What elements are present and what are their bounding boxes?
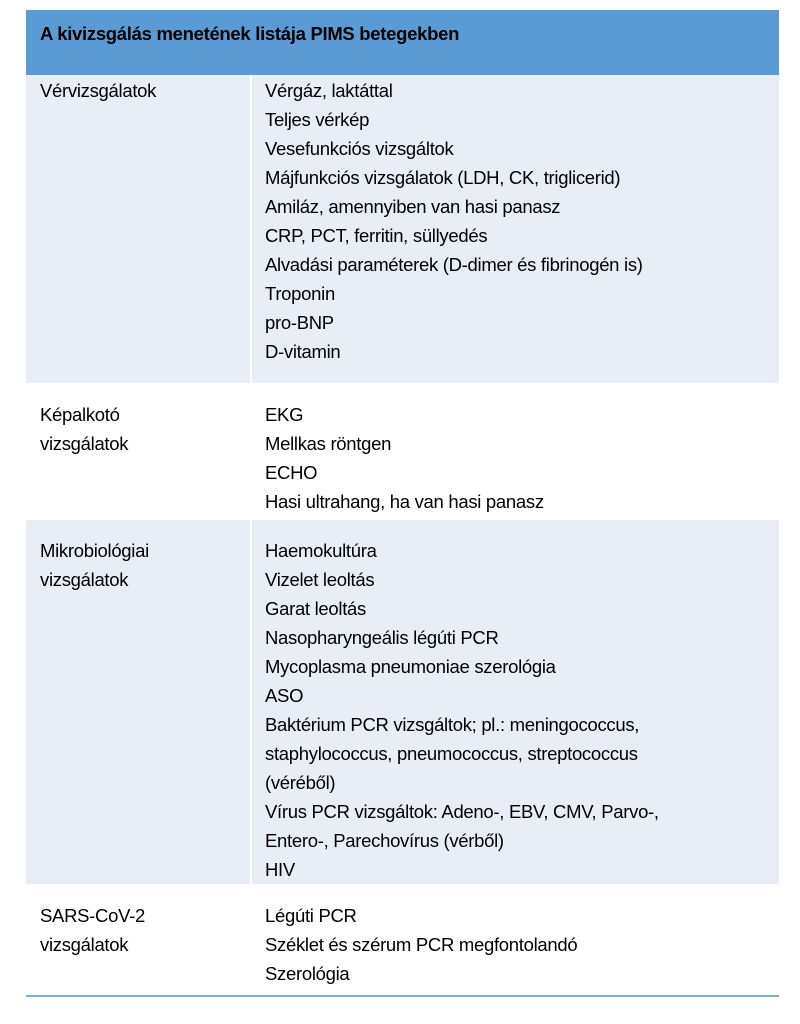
- list-item: Széklet és szérum PCR megfontolandó: [265, 934, 578, 955]
- list-item: CRP, PCT, ferritin, süllyedés: [265, 225, 488, 246]
- list-item: EKG: [265, 404, 304, 425]
- category-label: Képalkotó: [40, 404, 120, 425]
- list-item: Amiláz, amennyiben van hasi panasz: [265, 196, 561, 217]
- table-bottom-rule: [26, 995, 779, 997]
- category-label: vizsgálatok: [40, 569, 129, 590]
- category-cell: [26, 884, 250, 1000]
- list-item: Mellkas röntgen: [265, 433, 392, 454]
- category-cell: [26, 75, 250, 383]
- table-row-sars-cov-2: [26, 884, 779, 1000]
- list-item: Vesefunkciós vizsgáltok: [265, 138, 454, 159]
- list-item: Troponin: [265, 283, 335, 304]
- items-cell: [252, 520, 779, 884]
- list-item: ASO: [265, 685, 304, 706]
- list-item: Garat leoltás: [265, 598, 366, 619]
- list-item: Mycoplasma pneumoniae szerológia: [265, 656, 556, 677]
- table-row-imaging: [26, 383, 779, 520]
- list-item: Haemokultúra: [265, 540, 377, 561]
- list-item: staphylococcus, pneumococcus, streptococcus: [265, 743, 638, 764]
- list-item: Alvadási paraméterek (D-dimer és fibrinogén is): [265, 254, 643, 275]
- list-item: HIV: [265, 859, 295, 880]
- category-cell: [26, 383, 250, 520]
- list-item: D-vitamin: [265, 341, 341, 362]
- investigation-table: [26, 10, 779, 1000]
- table-title: A kivizsgálás menetének listája PIMS betegekben: [26, 10, 779, 75]
- list-item: ECHO: [265, 462, 318, 483]
- list-item: Nasopharyngeális légúti PCR: [265, 627, 499, 648]
- category-label: vizsgálatok: [40, 433, 129, 454]
- list-item: Vírus PCR vizsgáltok: Adeno-, EBV, CMV, Parvo-,: [265, 801, 659, 822]
- list-item: Szerológia: [265, 963, 350, 984]
- list-item: Baktérium PCR vizsgáltok; pl.: meningococcus,: [265, 714, 640, 735]
- table-row-microbiology: [26, 520, 779, 884]
- list-item: Vizelet leoltás: [265, 569, 375, 590]
- table-row-blood-tests: [26, 75, 779, 383]
- category-label: SARS-CoV-2: [40, 905, 145, 926]
- list-item: Teljes vérkép: [265, 109, 370, 130]
- items-cell: [252, 75, 779, 383]
- category-label: Mikrobiológiai: [40, 540, 149, 561]
- items-cell: [252, 884, 779, 1000]
- list-item: Légúti PCR: [265, 905, 357, 926]
- list-item: Entero-, Parechovírus (vérből): [265, 830, 504, 851]
- category-cell: [26, 520, 250, 884]
- list-item: Vérgáz, laktáttal: [265, 80, 393, 101]
- category-label: Vérvizsgálatok: [40, 80, 157, 101]
- list-item: (véréből): [265, 772, 336, 793]
- list-item: Májfunkciós vizsgálatok (LDH, CK, triglicerid): [265, 167, 621, 188]
- list-item: Hasi ultrahang, ha van hasi panasz: [265, 491, 544, 512]
- list-item: pro-BNP: [265, 312, 334, 333]
- items-cell: [252, 383, 779, 520]
- category-label: vizsgálatok: [40, 934, 129, 955]
